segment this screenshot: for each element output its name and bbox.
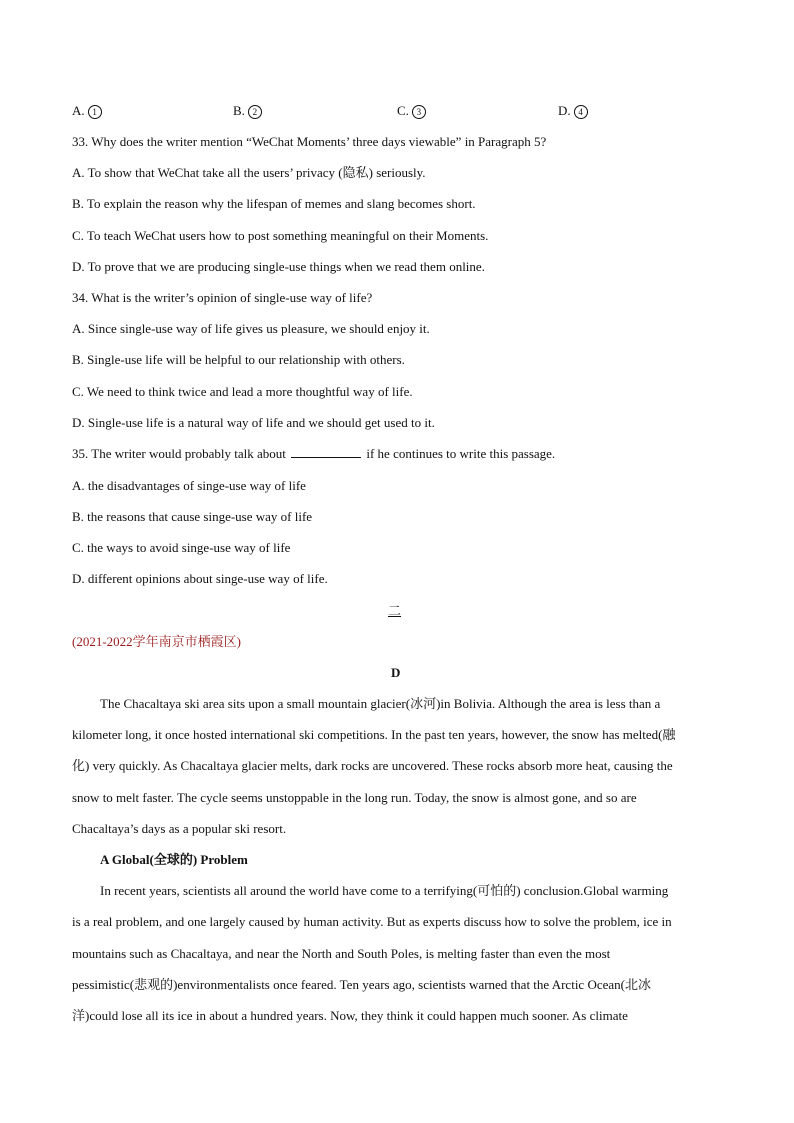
option-letter: B. [233, 103, 245, 118]
paragraph-1-line: 化) very quickly. As Chacaltaya glacier melts, dark rocks are uncovered. These rocks absorb more heat, causing the [72, 758, 673, 773]
passage-label: D [391, 665, 401, 680]
q33-option-c: C. To teach WeChat users how to post something meaningful on their Moments. [72, 228, 489, 243]
q32-option-c [397, 103, 426, 119]
paragraph-1-line: kilometer long, it once hosted international ski competitions. In the past ten years, however, the snow has melted(融 [72, 727, 676, 742]
q34-option-c: C. We need to think twice and lead a more thoughtful way of life. [72, 384, 413, 399]
q34-option-d: D. Single-use life is a natural way of life and we should get used to it. [72, 415, 435, 430]
source-label: (2021-2022学年南京市栖霞区) [72, 634, 241, 649]
circled-number: 4 [574, 105, 588, 119]
q35-question-end: if he continues to write this passage. [366, 446, 556, 461]
option-letter: D. [558, 103, 571, 118]
paragraph-1-line: The Chacaltaya ski area sits upon a small mountain glacier(冰河)in Bolivia. Although the area is less than a [100, 696, 661, 711]
q33-option-b: B. To explain the reason why the lifespan of memes and slang becomes short. [72, 196, 476, 211]
q35-option-d: D. different opinions about singe-use way of life. [72, 571, 328, 586]
subheading: A Global(全球的) Problem [100, 852, 248, 867]
paragraph-2-line: is a real problem, and one largely caused by human activity. But as experts discuss how to solve the problem, ice in [72, 914, 672, 929]
paragraph-2-line: pessimistic(悲观的)environmentalists once feared. Ten years ago, scientists warned that the Arctic Ocean(北冰 [72, 977, 651, 992]
paragraph-2-line: mountains such as Chacaltaya, and near the North and South Poles, is melting faster than even the most [72, 946, 611, 961]
answer-blank [291, 446, 361, 458]
option-letter: A. [72, 103, 85, 118]
q33-option-d: D. To prove that we are producing single-use things when we read them online. [72, 259, 485, 274]
q34-question: 34. What is the writer’s opinion of single-use way of life? [72, 290, 373, 305]
q33-option-a: A. To show that WeChat take all the users’ privacy (隐私) seriously. [72, 165, 426, 180]
q35-question [72, 446, 555, 462]
q35-option-a: A. the disadvantages of singe-use way of life [72, 478, 306, 493]
paragraph-2-line: 洋)could lose all its ice in about a hundred years. Now, they think it could happen much sooner. As climate [72, 1008, 628, 1023]
paragraph-1-line: Chacaltaya’s days as a popular ski resort. [72, 821, 287, 836]
paragraph-2-line: In recent years, scientists all around the world have come to a terrifying(可怕的) conclusion.Global warming [100, 883, 669, 898]
q32-option-d [558, 103, 588, 119]
q35-question-start: 35. The writer would probably talk about [72, 446, 286, 461]
q32-option-a [72, 103, 102, 119]
option-letter: C. [397, 103, 409, 118]
q35-option-b: B. the reasons that cause singe-use way of life [72, 509, 313, 524]
circled-number: 2 [248, 105, 262, 119]
circled-number: 3 [412, 105, 426, 119]
paragraph-1-line: snow to melt faster. The cycle seems unstoppable in the long run. Today, the snow is almost gone, and so are [72, 790, 637, 805]
q34-option-a: A. Since single-use way of life gives us pleasure, we should enjoy it. [72, 321, 430, 336]
q35-option-c: C. the ways to avoid singe-use way of life [72, 540, 291, 555]
section-divider: 二 [388, 603, 402, 618]
q33-question: 33. Why does the writer mention “WeChat Moments’ three days viewable” in Paragraph 5? [72, 134, 547, 149]
q34-option-b: B. Single-use life will be helpful to our relationship with others. [72, 352, 405, 367]
circled-number: 1 [88, 105, 102, 119]
q32-option-b [233, 103, 262, 119]
